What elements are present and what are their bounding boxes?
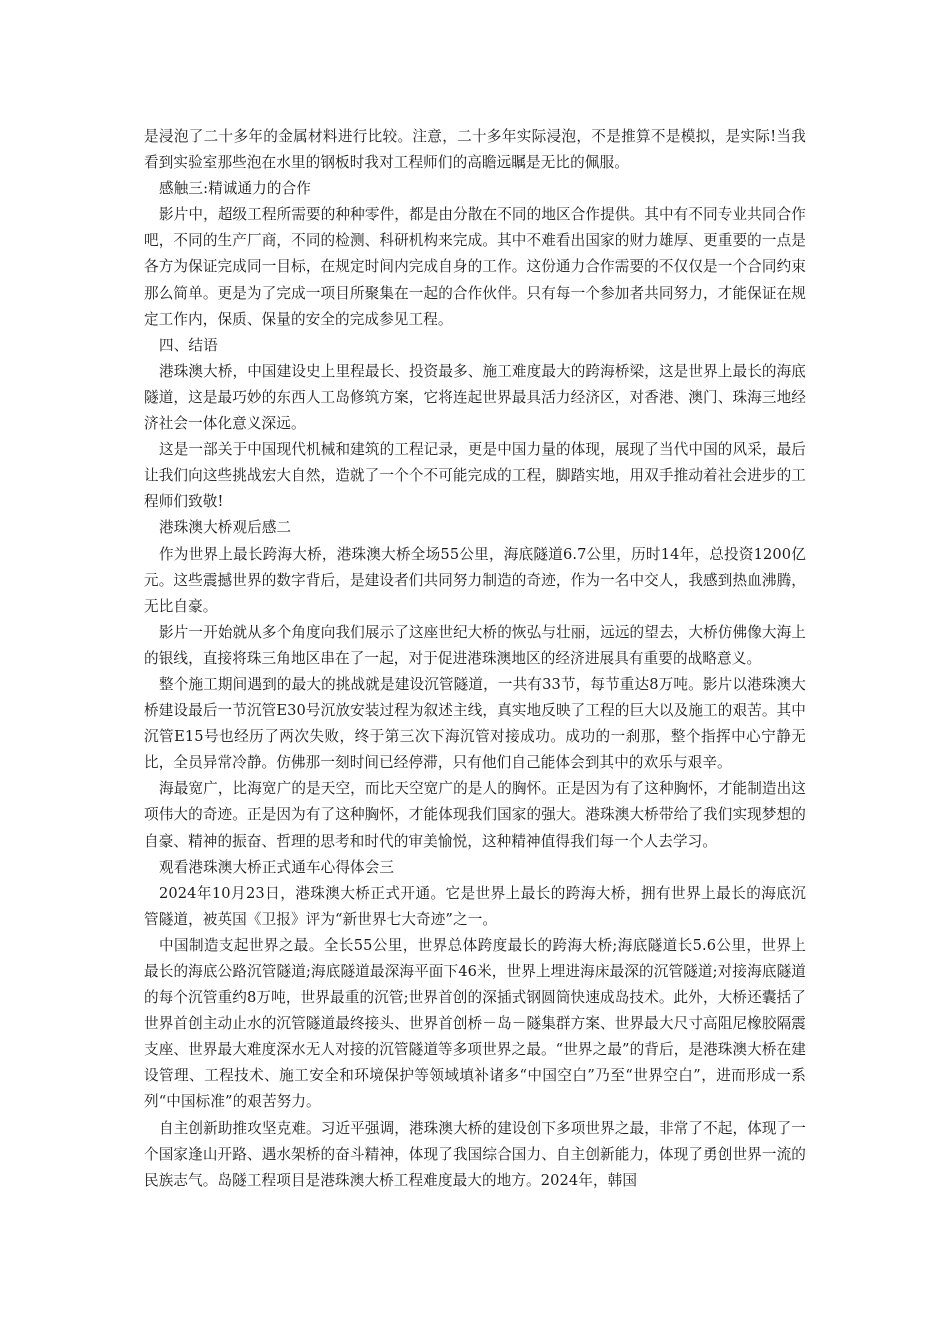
body-paragraph: 整个施工期间遇到的最大的挑战就是建设沉管隧道，一共有33节，每节重达8万吨。影片以港珠澳大桥建设最后一节沉管E30号沉放安装过程为叙述主线，真实地反映了工程的巨大以及施工的艰苦。其中沉管E15号也经历了两次失败，终于第三次下海沉管对接成功。成功的一刹那，整个指挥中心宁静无比，全员异常冷静。仿佛那一刻时间已经停滞，只有他们自己能体会到其中的欢乐与艰辛。 (144, 675, 806, 772)
section-heading: 四、结语 (159, 336, 218, 354)
body-paragraph: 影片一开始就从多个角度向我们展示了这座世纪大桥的恢弘与壮丽，远远的望去，大桥仿佛像大海上的银线，直接将珠三角地区串在了一起，对于促进港珠澳地区的经济进展具有重要的战略意义。 (144, 623, 806, 667)
paragraph-continuation: 是浸泡了二十多年的金属材料进行比较。注意，二十多年实际浸泡，不是推算不是模拟，是实际!当我看到实验室那些泡在水里的钢板时我对工程师们的高瞻远瞩是无比的佩服。 (144, 128, 806, 172)
document-page (144, 124, 806, 1194)
section-heading: 感触三:精诚通力的合作 (159, 180, 311, 198)
body-paragraph: 这是一部关于中国现代机械和建筑的工程记录，更是中国力量的体现，展现了当代中国的风采，最后让我们向这些挑战宏大自然，造就了一个个不可能完成的工程，脚踏实地，用双手推动着社会进步的工程师们致敬! (144, 441, 806, 511)
body-paragraph: 海最宽广，比海宽广的是天空，而比天空宽广的是人的胸怀。正是因为有了这种胸怀，才能制造出这项伟大的奇迹。正是因为有了这种胸怀，才能体现我们国家的强大。港珠澳大桥带给了我们实现梦想的自豪、精神的振奋、哲理的思考和时代的审美愉悦，这种精神值得我们每一个人去学习。 (144, 780, 806, 850)
body-paragraph: 自主创新助推攻坚克难。习近平强调，港珠澳大桥的建设创下多项世界之最，非常了不起，体现了一个国家逢山开路、遇水架桥的奋斗精神，体现了我国综合国力、自主创新能力，体现了勇创世界一流的民族志气。岛隧工程项目是港珠澳大桥工程难度最大的地方。2024年，韩国 (144, 1119, 806, 1189)
body-paragraph: 2024年10月23日，港珠澳大桥正式开通。它是世界上最长的跨海大桥，拥有世界上最长的海底沉管隧道，被英国《卫报》评为“新世界七大奇迹”之一。 (144, 884, 806, 928)
body-paragraph: 港珠澳大桥，中国建设史上里程最长、投资最多、施工难度最大的跨海桥梁，这是世界上最长的海底隧道，这是最巧妙的东西人工岛修筑方案，它将连起世界最具活力经济区，对香港、澳门、珠海三地经济社会一体化意义深远。 (144, 362, 806, 433)
body-paragraph: 影片中，超级工程所需要的种种零件，都是由分散在不同的地区合作提供。其中有不同专业共同合作吧，不同的生产厂商，不同的检测、科研机构来完成。其中不难看出国家的财力雄厚、更重要的一点是各方为保证完成同一目标，在规定时间内完成自身的工作。这份通力合作需要的不仅仅是一个合同约束那么简单。更是为了完成一项目所聚集在一起的合作伙伴。只有每一个参加者共同努力，才能保证在规定工作内，保质、保量的安全的完成参见工程。 (144, 206, 806, 328)
body-paragraph: 中国制造支起世界之最。全长55公里，世界总体跨度最长的跨海大桥;海底隧道长5.6公里，世界上最长的海底公路沉管隧道;海底隧道最深海平面下46米，世界上埋进海床最深的沉管隧道;对接海底隧道的每个沉管重约8万吨，世界最重的沉管;世界首创的深插式钢圆筒快速成岛技术。此外，大桥还囊括了世界首创主动止水的沉管隧道最终接头、世界首创桥－岛－隧集群方案、世界最大尺寸高阻尼橡胶隔震支座、世界最大难度深水无人对接的沉管隧道等多项世界之最。“世界之最”的背后，是港珠澳大桥在建设管理、工程技术、施工安全和环境保护等领域填补诸多“中国空白”乃至“世界空白”，进而形成一系列“中国标准”的艰苦努力。 (144, 936, 806, 1111)
section-heading: 港珠澳大桥观后感二 (159, 519, 292, 537)
body-paragraph: 作为世界上最长跨海大桥，港珠澳大桥全场55公里，海底隧道6.7公里，历时14年，总投资1200亿元。这些震撼世界的数字背后，是建设者们共同努力制造的奇迹，作为一名中交人，我感到热血沸腾，无比自豪。 (144, 545, 806, 615)
section-heading: 观看港珠澳大桥正式通车心得体会三 (159, 858, 395, 876)
